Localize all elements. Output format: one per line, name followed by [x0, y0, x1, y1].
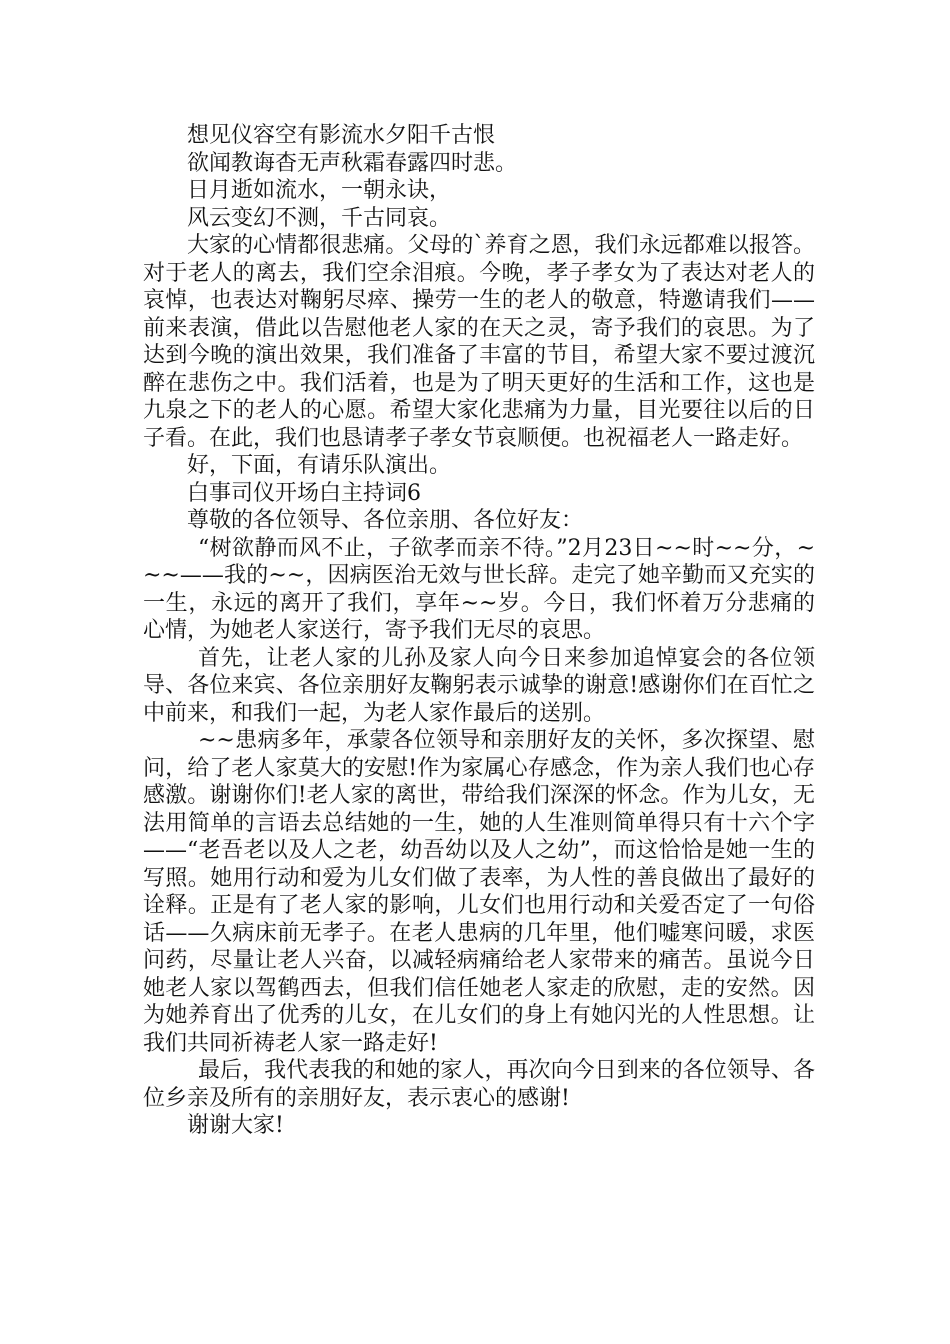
- paragraph-closing: 最后，我代表我的和她的家人，再次向今日到来的各位领导、各位乡亲及所有的亲朋好友，表示衷心的感谢!: [143, 1058, 815, 1111]
- couplet-line-2: 欲闻教诲杳无声秋霜春露四时悲。: [187, 150, 518, 176]
- paragraph-mourning: 大家的心情都很悲痛。父母的`养育之恩，我们永远都难以报答。对于老人的离去，我们空余泪痕。今晚，孝子孝女为了表达对老人的哀悼，也表达对鞠躬尽瘁、操劳一生的老人的敬意，特邀请我们——前来表演，借此以告慰他老人家的在天之灵，寄予我们的哀思。为了达到今晚的演出效果，我们准备了丰富的节目，希望大家不要过渡沉醉在悲伤之中。我们活着，也是为了明天更好的生活和工作，这也是九泉之下的老人的心愿。希望大家化悲痛为力量，目光要往以后的日子看。在此，我们也恳请孝子孝女节哀顺便。也祝福老人一路走好。: [143, 233, 815, 451]
- document-body: [143, 122, 815, 1140]
- paragraph-tribute: ~~患病多年，承蒙各位领导和亲朋好友的关怀，多次探望、慰问，给了老人家莫大的安慰!作为家属心存感念，作为亲人我们也心存感激。谢谢你们!老人家的离世，带给我们深深的怀念。作为儿女，无法用简单的言语去总结她的一生，她的人生准则简单得只有十六个字——“老吾老以及人之老，幼吾幼以及人之幼”，而这恰恰是她一生的写照。她用行动和爱为儿女们做了表率，为人性的善良做出了最好的诠释。正是有了老人家的影响，儿女们也用行动和关爱否定了一句俗话——久病床前无孝子。在老人患病的几年里，他们嘘寒问暖，求医问药，尽量让老人兴奋，以减轻病痛给老人家带来的痛苦。虽说今日她老人家以驾鹤西去，但我们信任她老人家走的欣慰，走的安然。因为她养育出了优秀的儿女，在儿女们的身上有她闪光的人性思想。让我们共同祈祷老人家一路走好!: [143, 728, 815, 1056]
- section-heading: 白事司仪开场白主持词6: [187, 480, 421, 506]
- salutation: 尊敬的各位领导、各位亲朋、各位好友：: [187, 508, 584, 533]
- paragraph-opening-quote: “树欲静而风不止，子欲孝而亲不待。”2月23日~~时~~分，~~~——我的~~，因病医治无效与世长辞。走完了她辛勤而又充实的一生，永远的离开了我们，享年~~岁。今日，我们怀着万分悲痛的心情，为她老人家送行，寄予我们无尽的哀思。: [143, 535, 815, 643]
- couplet-line-1: 想见仪容空有影流水夕阳千古恨: [187, 123, 496, 148]
- paragraph-thanks: 首先，让老人家的儿孙及家人向今日来参加追悼宴会的各位领导、各位来宾、各位亲朋好友鞠躬表示诚挚的谢意!感谢你们在百忙之中前来，和我们一起，为老人家作最后的送别。: [143, 645, 815, 726]
- paragraph-band-intro: 好，下面，有请乐队演出。: [187, 453, 452, 478]
- verse-line-2: 风云变幻不测，千古同哀。: [187, 205, 452, 231]
- closing-thanks: 谢谢大家!: [187, 1113, 284, 1138]
- verse-line-1: 日月逝如流水，一朝永诀，: [187, 178, 452, 203]
